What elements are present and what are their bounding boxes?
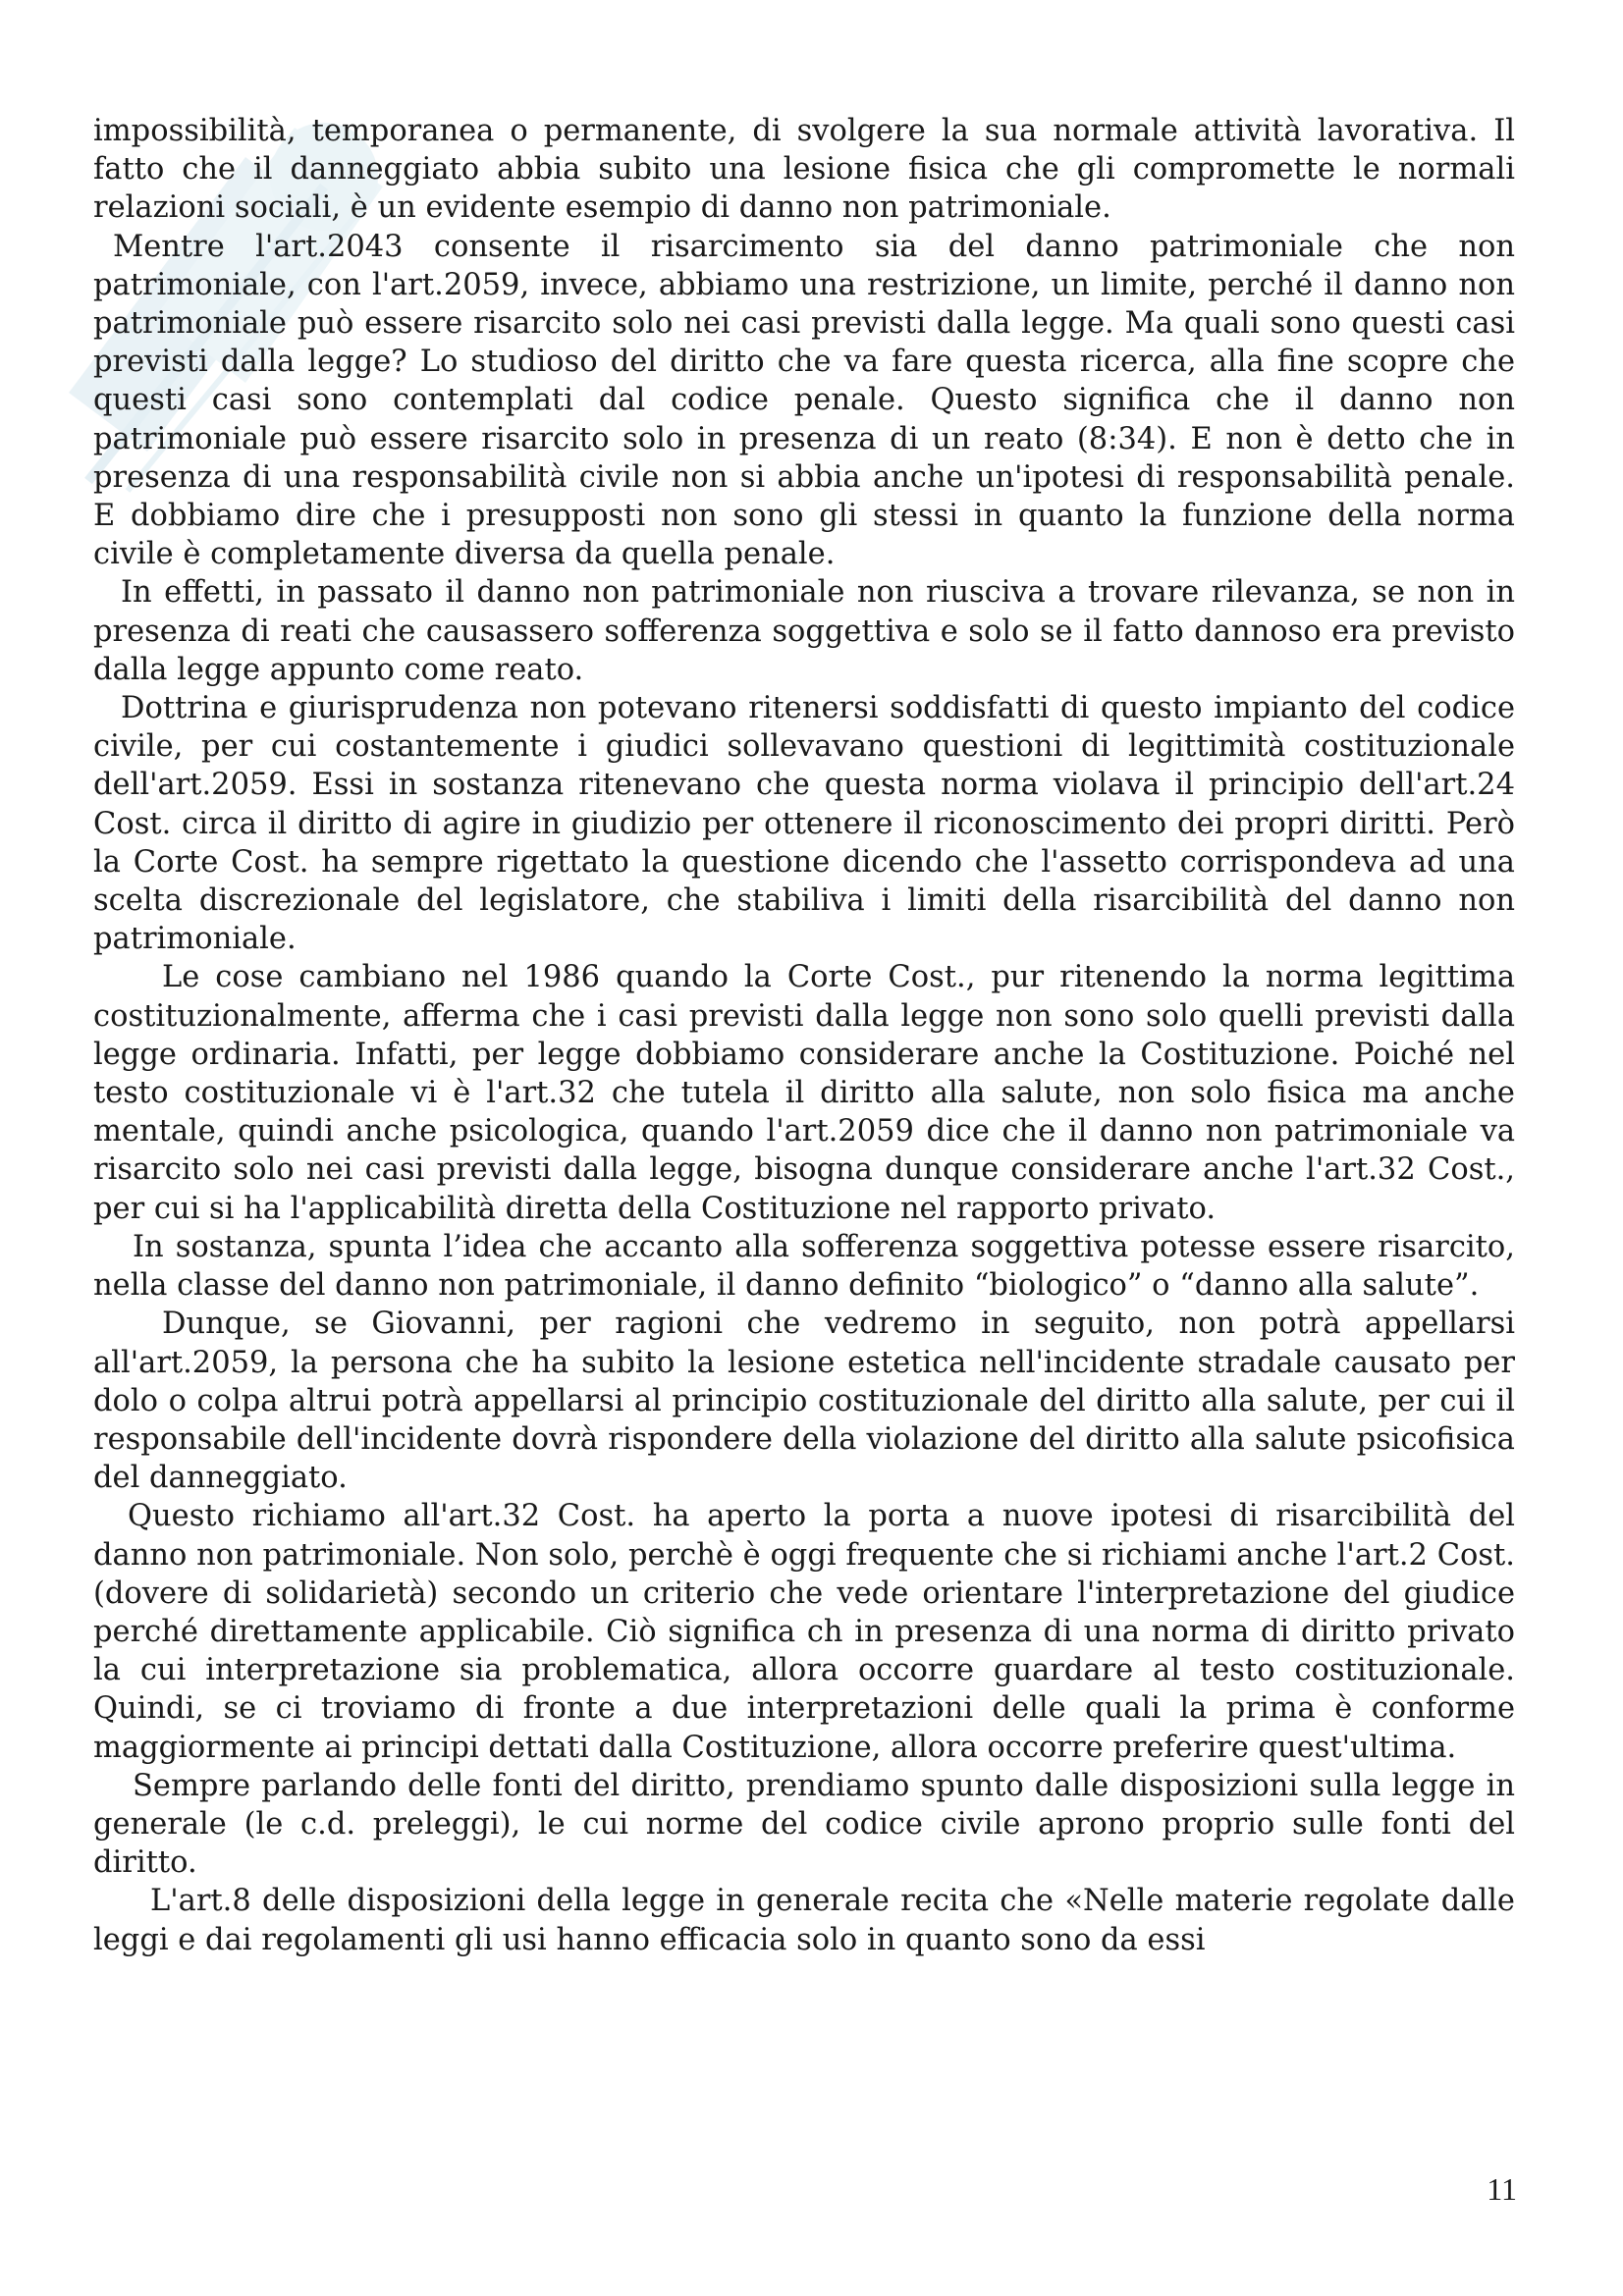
page-number: 11 [1487,2171,1517,2207]
paragraph-1: impossibilità, temporanea o permanente, di svolgere la sua normale attività lavorativa. Il fatto che il danneggiato abbia subito una lesione fisica che gli compromette le normali relazioni sociali, è un evidente esempio di danno non patrimoniale. [93,114,1515,226]
paragraph-2: Mentre l'art.2043 consente il risarcimento sia del danno patrimoniale che non patrimoniale, con l'art.2059, invece, abbiamo una restrizione, un limite, perché il danno non patrimoniale può essere risarcito solo nei casi previsti dalla legge. Ma quali sono questi casi previsti dalla legge? Lo studioso del diritto che va fare questa ricerca, alla fine scopre che questi casi sono contemplati dal codice penale. Questo significa che il danno non patrimoniale può essere risarcito solo in presenza di un reato (8:34). E non è detto che in presenza di una responsabilità civile non si abbia anche un'ipotesi di responsabilità penale. E dobbiamo dire che i presupposti non sono gli stessi in quanto la funzione della norma civile è completamente diversa da quella penale. [93,229,1515,572]
body-text [93,112,1515,1959]
paragraph-4: Dottrina e giurisprudenza non potevano ritenersi soddisfatti di questo impianto del codice civile, per cui costantemente i giudici sollevavano questioni di legittimità costituzionale dell'art.2059. Essi in sostanza ritenevano che questa norma violava il principio dell'art.24 Cost. circa il diritto di agire in giudizio per ottenere il riconoscimento dei propri diritti. Però la Corte Cost. ha sempre rigettato la questione dicendo che l'assetto corrispondeva ad una scelta discrezionale del legislatore, che stabiliva i limiti della risarcibilità del danno non patrimoniale. [93,691,1515,957]
paragraph-9: Sempre parlando delle fonti del diritto, prendiamo spunto dalle disposizioni sulla legge in generale (le c.d. preleggi), le cui norme del codice civile aprono proprio sulle fonti del diritto. [93,1768,1515,1881]
paragraph-8: Questo richiamo all'art.32 Cost. ha aperto la porta a nuove ipotesi di risarcibilità del danno non patrimoniale. Non solo, perchè è oggi frequente che si richiami anche l'art.2 Cost. (dovere di solidarietà) secondo un criterio che vede orientare l'interpretazione del giudice perché direttamente applicabile. Ciò significa ch in presenza di una norma di diritto privato la cui interpretazione sia problematica, allora occorre guardare al testo costituzionale. Quindi, se ci troviamo di fronte a due interpretazioni delle quali la prima è conforme maggiormente ai principi dettati dalla Costituzione, allora occorre preferire quest'ultima. [93,1499,1515,1765]
paragraph-7: Dunque, se Giovanni, per ragioni che vedremo in seguito, non potrà appellarsi all'art.2059, la persona che ha subito la lesione estetica nell'incidente stradale causato per dolo o colpa altrui potrà appellarsi al principio costituzionale del diritto alla salute, per cui il responsabile dell'incidente dovrà rispondere della violazione del diritto alla salute psicofisica del danneggiato. [93,1307,1515,1496]
paragraph-5: Le cose cambiano nel 1986 quando la Corte Cost., pur ritenendo la norma legittima costituzionalmente, afferma che i casi previsti dalla legge non sono solo quelli previsti dalla legge ordinaria. Infatti, per legge dobbiamo considerare anche la Costituzione. Poiché nel testo costituzionale vi è l'art.32 che tutela il diritto alla salute, non solo fisica ma anche mentale, quindi anche psicologica, quando l'art.2059 dice che il danno non patrimoniale va risarcito solo nei casi previsti dalla legge, bisogna dunque considerare anche l'art.32 Cost., per cui si ha l'applicabilità diretta della Costituzione nel rapporto privato. [93,960,1515,1226]
paragraph-10: L'art.8 delle disposizioni della legge in generale recita che «Nelle materie regolate dalle leggi e dai regolamenti gli usi hanno efficacia solo in quanto sono da essi [93,1884,1515,1957]
paragraph-3: In effetti, in passato il danno non patrimoniale non riusciva a trovare rilevanza, se non in presenza di reati che causassero sofferenza soggettiva e solo se il fatto dannoso era previsto dalla legge appunto come reato. [93,575,1515,687]
paragraph-6: In sostanza, spunta l’idea che accanto alla sofferenza soggettiva potesse essere risarcito, nella classe del danno non patrimoniale, il danno definito “biologico” o “danno alla salute”. [93,1229,1515,1304]
